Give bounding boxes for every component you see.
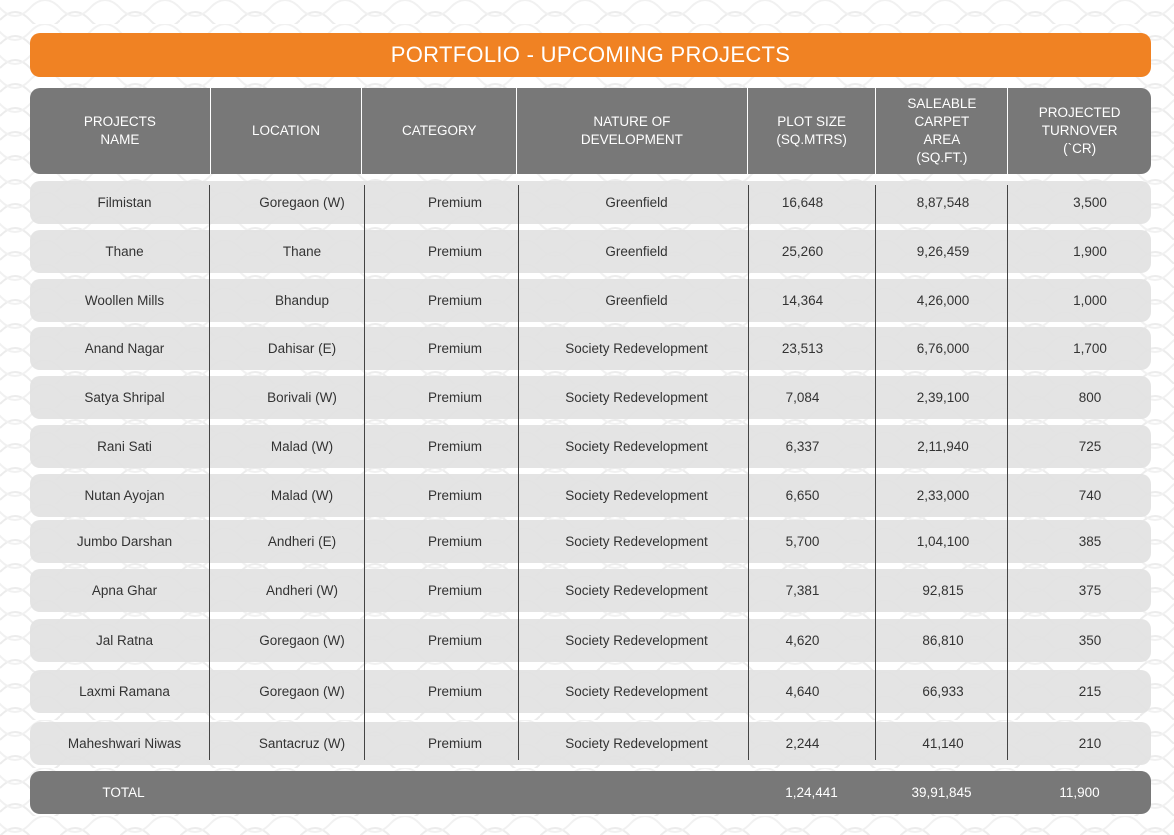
cell-category: Premium <box>427 583 482 598</box>
cell-projected-turnover: 740 <box>1078 488 1102 503</box>
column-divider <box>209 185 210 760</box>
cell-location: Malad (W) <box>270 488 334 503</box>
cell-category: Premium <box>427 488 482 503</box>
cell-location: Santacruz (W) <box>258 736 346 751</box>
column-divider <box>518 185 519 760</box>
cell-projected-turnover: 800 <box>1078 390 1102 405</box>
total-saleable-area: 39,91,845 <box>911 785 972 800</box>
cell-plot-size: 2,244 <box>785 736 820 751</box>
cell-projected-turnover: 350 <box>1078 633 1102 648</box>
table-row <box>30 520 1151 563</box>
cell-projected-turnover: 210 <box>1078 736 1102 751</box>
cell-saleable-area: 66,933 <box>922 684 964 699</box>
cell-saleable-area: 2,33,000 <box>916 488 970 503</box>
cell-plot-size: 5,700 <box>785 534 820 549</box>
header-category: CATEGORY <box>402 123 477 138</box>
cell-project-name: Woollen Mills <box>84 293 165 308</box>
cell-category: Premium <box>427 684 482 699</box>
cell-plot-size: 4,620 <box>785 633 820 648</box>
cell-project-name: Thane <box>105 244 144 259</box>
cell-projected-turnover: 1,900 <box>1073 244 1107 259</box>
cell-nature-of-development: Greenfield <box>605 293 668 308</box>
cell-nature-of-development: Society Redevelopment <box>565 633 708 648</box>
cell-plot-size: 4,640 <box>785 684 820 699</box>
cell-location: Bhandup <box>274 293 330 308</box>
table-row <box>30 376 1151 419</box>
cell-category: Premium <box>427 633 482 648</box>
cell-projected-turnover: 3,500 <box>1073 195 1107 210</box>
total-label: TOTAL <box>102 785 145 800</box>
cell-category: Premium <box>427 293 482 308</box>
page-title: PORTFOLIO - UPCOMING PROJECTS <box>30 33 1151 77</box>
table-row <box>30 181 1151 224</box>
cell-location: Andheri (E) <box>267 534 337 549</box>
cell-project-name: Nutan Ayojan <box>84 488 165 503</box>
total-plot-size: 1,24,441 <box>785 785 838 800</box>
total-row <box>30 771 1151 814</box>
cell-location: Andheri (W) <box>265 583 338 598</box>
cell-nature-of-development: Society Redevelopment <box>565 583 708 598</box>
cell-saleable-area: 2,39,100 <box>916 390 970 405</box>
cell-project-name: Laxmi Ramana <box>79 684 170 699</box>
cell-nature-of-development: Greenfield <box>605 244 668 259</box>
cell-plot-size: 25,260 <box>781 244 824 259</box>
cell-category: Premium <box>427 195 482 210</box>
cell-location: Goregaon (W) <box>259 684 345 699</box>
cell-saleable-area: 8,87,548 <box>916 195 970 210</box>
header-nature-of-development: NATURE OF DEVELOPMENT <box>580 114 683 147</box>
cell-project-name: Filmistan <box>97 195 152 210</box>
cell-category: Premium <box>427 534 482 549</box>
table-row <box>30 279 1151 322</box>
header-saleable-area: SALEABLE CARPET AREA (SQ.FT.) <box>907 96 977 165</box>
cell-project-name: Apna Ghar <box>91 583 158 598</box>
cell-nature-of-development: Society Redevelopment <box>565 534 708 549</box>
cell-plot-size: 16,648 <box>781 195 824 210</box>
total-turnover: 11,900 <box>1059 785 1100 800</box>
cell-saleable-area: 86,810 <box>922 633 964 648</box>
cell-plot-size: 14,364 <box>781 293 824 308</box>
cell-saleable-area: 1,04,100 <box>916 534 970 549</box>
column-divider <box>364 185 365 760</box>
cell-plot-size: 7,084 <box>785 390 820 405</box>
cell-nature-of-development: Society Redevelopment <box>565 736 708 751</box>
table-row <box>30 425 1151 468</box>
cell-nature-of-development: Society Redevelopment <box>565 439 708 454</box>
cell-location: Goregaon (W) <box>259 633 345 648</box>
cell-category: Premium <box>427 736 482 751</box>
cell-location: Thane <box>282 244 322 259</box>
cell-nature-of-development: Greenfield <box>605 195 668 210</box>
cell-projected-turnover: 1,000 <box>1073 293 1107 308</box>
cell-plot-size: 23,513 <box>781 341 824 356</box>
cell-category: Premium <box>427 439 482 454</box>
cell-project-name: Jumbo Darshan <box>76 534 173 549</box>
cell-location: Borivali (W) <box>267 390 337 405</box>
cell-saleable-area: 2,11,940 <box>917 439 969 454</box>
column-divider <box>1007 185 1008 760</box>
cell-saleable-area: 6,76,000 <box>916 341 970 356</box>
table-row <box>30 474 1151 517</box>
cell-saleable-area: 92,815 <box>922 583 964 598</box>
cell-projected-turnover: 725 <box>1078 439 1102 454</box>
cell-category: Premium <box>427 390 482 405</box>
cell-projected-turnover: 215 <box>1078 684 1102 699</box>
cell-project-name: Jal Ratna <box>95 633 154 648</box>
cell-saleable-area: 41,140 <box>922 736 964 751</box>
column-divider <box>748 185 749 760</box>
cell-plot-size: 7,381 <box>785 583 820 598</box>
header-plot-size: PLOT SIZE (SQ.MTRS) <box>776 114 847 147</box>
table-row <box>30 670 1151 713</box>
table-row <box>30 327 1151 370</box>
header-project-name: PROJECTS NAME <box>83 114 156 147</box>
cell-nature-of-development: Society Redevelopment <box>565 684 708 699</box>
table-row <box>30 619 1151 662</box>
cell-projected-turnover: 1,700 <box>1073 341 1107 356</box>
cell-nature-of-development: Society Redevelopment <box>565 341 708 356</box>
cell-nature-of-development: Society Redevelopment <box>565 488 708 503</box>
header-projected-turnover: PROJECTED TURNOVER (`CR) <box>1038 105 1121 156</box>
cell-project-name: Satya Shripal <box>84 390 165 405</box>
cell-projected-turnover: 385 <box>1078 534 1102 549</box>
cell-plot-size: 6,337 <box>785 439 820 454</box>
cell-saleable-area: 9,26,459 <box>916 244 970 259</box>
cell-saleable-area: 4,26,000 <box>916 293 970 308</box>
header-location: LOCATION <box>252 123 321 138</box>
total-spacer <box>217 771 748 814</box>
cell-plot-size: 6,650 <box>785 488 820 503</box>
cell-projected-turnover: 375 <box>1078 583 1102 598</box>
cell-project-name: Maheshwari Niwas <box>67 736 182 751</box>
cell-location: Malad (W) <box>270 439 334 454</box>
column-divider <box>875 185 876 760</box>
table-row <box>30 569 1151 612</box>
cell-location: Goregaon (W) <box>259 195 345 210</box>
cell-category: Premium <box>427 341 482 356</box>
cell-nature-of-development: Society Redevelopment <box>565 390 708 405</box>
cell-location: Dahisar (E) <box>267 341 337 356</box>
cell-project-name: Rani Sati <box>97 439 152 454</box>
cell-project-name: Anand Nagar <box>84 341 165 356</box>
table-row <box>30 230 1151 273</box>
table-header <box>30 88 1151 174</box>
cell-category: Premium <box>427 244 482 259</box>
table-row <box>30 722 1151 765</box>
